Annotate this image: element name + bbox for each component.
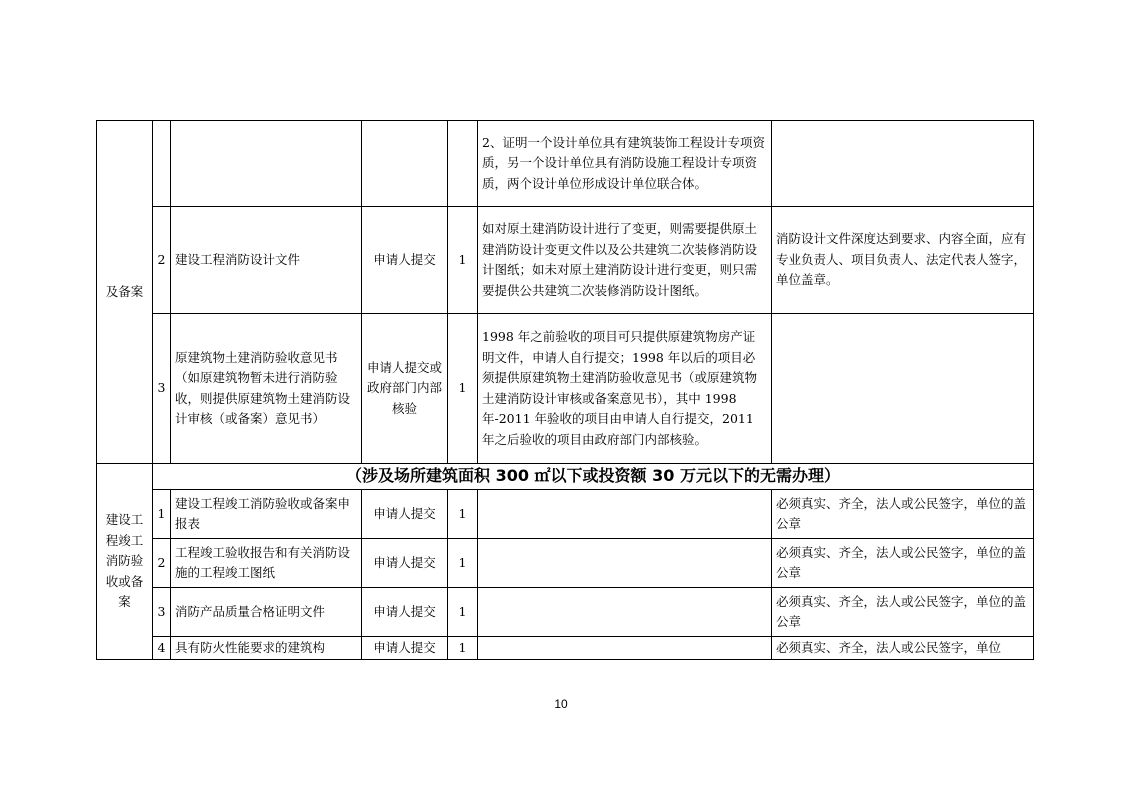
material-requirement: 必须真实、齐全，法人或公民签字，单位的盖公章 xyxy=(772,588,1034,637)
page-number: 10 xyxy=(554,697,568,711)
material-name: 建设工程竣工消防验收或备案申报表 xyxy=(171,490,362,539)
material-requirement: 必须真实、齐全，法人或公民签字，单位的盖公章 xyxy=(772,490,1034,539)
material-note: 如对原土建消防设计进行了变更，则需要提供原土建消防设计变更文件以及公共建筑二次装修消防设计图纸；如未对原土建消防设计进行变更，则只需要提供公共建筑二次装修消防设计图纸。 xyxy=(478,207,772,314)
material-source: 申请人提交 xyxy=(362,207,448,314)
material-note xyxy=(478,637,772,660)
table-row xyxy=(97,588,1034,637)
material-name: 工程竣工验收报告和有关消防设施的工程竣工图纸 xyxy=(171,539,362,588)
row-number: 2 xyxy=(153,539,171,588)
material-source: 申请人提交 xyxy=(362,539,448,588)
table-row xyxy=(97,539,1034,588)
table-row xyxy=(97,637,1034,660)
row-number xyxy=(153,121,171,207)
material-source xyxy=(362,121,448,207)
material-note: 2、证明一个设计单位具有建筑装饰工程设计专项资质，另一个设计单位具有消防设施工程设计专项资质，两个设计单位形成设计单位联合体。 xyxy=(478,121,772,207)
material-name xyxy=(171,121,362,207)
material-source: 申请人提交 xyxy=(362,637,448,660)
row-number: 3 xyxy=(153,314,171,464)
row-number: 2 xyxy=(153,207,171,314)
material-name: 具有防火性能要求的建筑构 xyxy=(171,637,362,660)
material-name: 消防产品质量合格证明文件 xyxy=(171,588,362,637)
material-count: 1 xyxy=(448,490,478,539)
material-source: 申请人提交或政府部门内部核验 xyxy=(362,314,448,464)
material-name: 原建筑物土建消防验收意见书（如原建筑物暂未进行消防验收，则提供原建筑物土建消防设计审核（或备案）意见书） xyxy=(171,314,362,464)
table-row xyxy=(97,464,1034,490)
material-count xyxy=(448,121,478,207)
material-requirement: 消防设计文件深度达到要求、内容全面，应有专业负责人、项目负责人、法定代表人签字，单位盖章。 xyxy=(772,207,1034,314)
material-count: 1 xyxy=(448,539,478,588)
material-count: 1 xyxy=(448,314,478,464)
row-number: 4 xyxy=(153,637,171,660)
material-source: 申请人提交 xyxy=(362,588,448,637)
category-cell: 建设工程竣工消防验收或备案 xyxy=(97,464,153,660)
material-source: 申请人提交 xyxy=(362,490,448,539)
row-number: 1 xyxy=(153,490,171,539)
section-banner: （涉及场所建筑面积 300 ㎡以下或投资额 30 万元以下的无需办理） xyxy=(153,464,1034,490)
table-row xyxy=(97,121,1034,207)
category-cell: 及备案 xyxy=(97,121,153,464)
table-row xyxy=(97,314,1034,464)
material-count: 1 xyxy=(448,588,478,637)
material-requirement: 必须真实、齐全，法人或公民签字，单位的盖公章 xyxy=(772,539,1034,588)
material-count: 1 xyxy=(448,207,478,314)
material-count: 1 xyxy=(448,637,478,660)
material-note xyxy=(478,588,772,637)
material-note: 1998 年之前验收的项目可只提供原建筑物房产证明文件，申请人自行提交；1998 年以后的项目必须提供原建筑物土建消防验收意见书（或原建筑物土建消防设计审核或备案意见书），其中 1998 年-2011 年验收的项目由申请人自行提交，2011 年之后验收的项目由政府部门内部核验。 xyxy=(478,314,772,464)
table-row xyxy=(97,490,1034,539)
table-row xyxy=(97,207,1034,314)
material-requirement: 必须真实、齐全，法人或公民签字，单位 xyxy=(772,637,1034,660)
material-requirement xyxy=(772,314,1034,464)
material-note xyxy=(478,490,772,539)
material-requirement xyxy=(772,121,1034,207)
row-number: 3 xyxy=(153,588,171,637)
material-note xyxy=(478,539,772,588)
material-name: 建设工程消防设计文件 xyxy=(171,207,362,314)
materials-table xyxy=(96,120,1034,660)
